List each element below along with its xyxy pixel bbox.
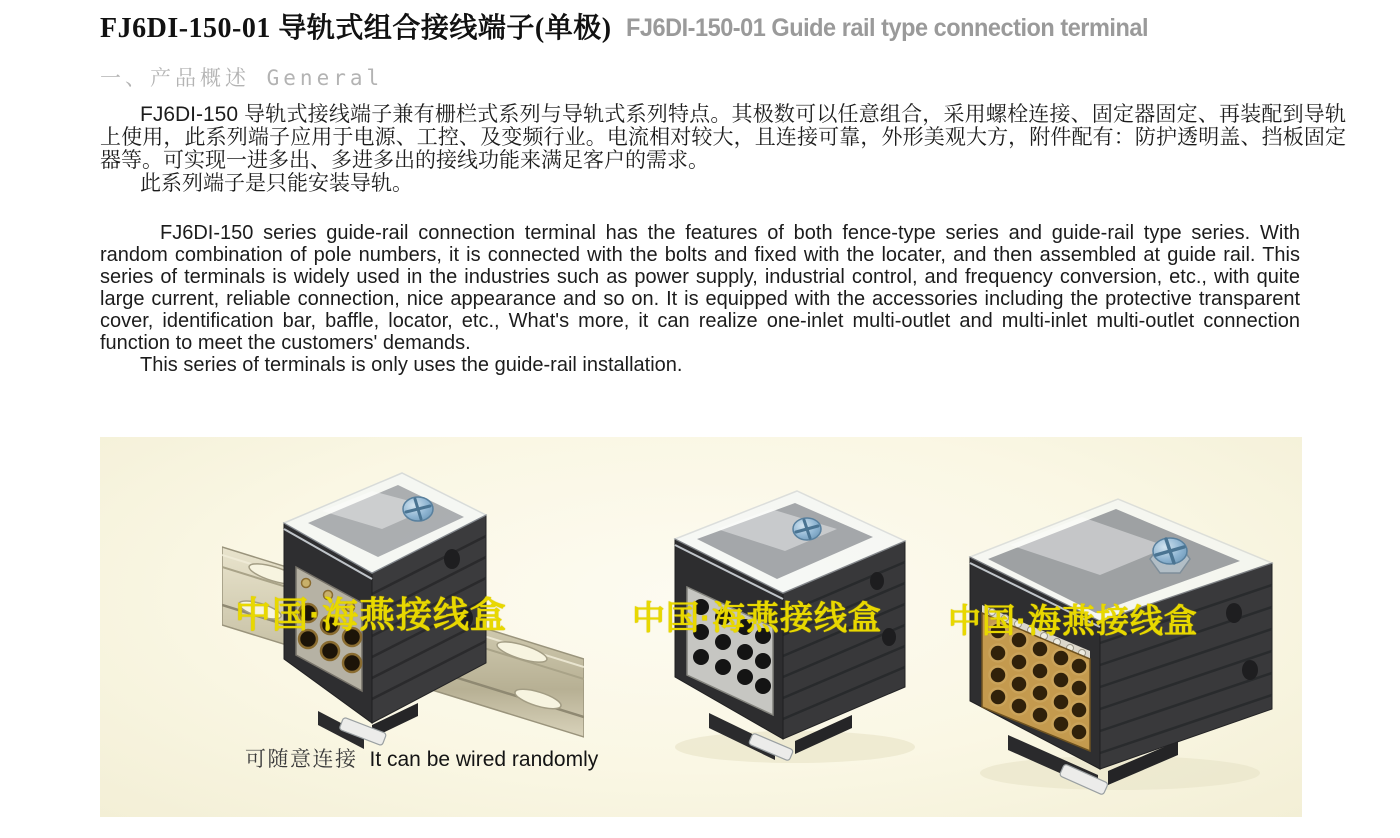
- terminal-block-3: [970, 499, 1272, 795]
- watermark-text-3: 中国·海燕接线盒: [948, 602, 1198, 639]
- photo-terminal-large: [948, 495, 1295, 797]
- screw-blue: [793, 518, 821, 540]
- zh-paragraph: FJ6DI-150 导轨式接线端子兼有栅栏式系列与导轨式系列特点。其极数可以任意组合，采用螺栓连接、固定器固定、再装配到导轨上使用，此系列端子应用于电源、工控、及变频行业。电流相对较大，且连接可靠，外形美观大方，附件配有：防护透明盖、挡板固定器等。可实现一进多出、多进多出的接线功能来满足客户的需求。: [100, 103, 1346, 172]
- page-title: [100, 6, 1181, 46]
- general-description-en: [100, 222, 1300, 376]
- en-paragraph: FJ6DI-150 series guide-rail connection terminal has the features of both fence-type series and guide-rail type series. With random combination of pole numbers, it is connected with the bolts and fixed with the locater, and then assembled at guide rail. This series of terminals is widely used in the industries such as power supply, industrial control, and frequency conversion, etc., with quite large current, reliable connection, nice appearance and so on. It is equipped with the accessories including the protective transparent cover, identification bar, baffle, locator, etc., What's more, it can realize one-inlet multi-outlet and multi-inlet multi-outlet connection function to meet the customers' demands.: [100, 222, 1300, 354]
- figure-caption: [245, 743, 598, 773]
- screw-blue: [403, 497, 433, 521]
- zh-note: 此系列端子是只能安装导轨。: [140, 172, 413, 195]
- watermark-text-2: 中国·海燕接线盒: [632, 599, 882, 636]
- screw-blue: [1150, 538, 1190, 573]
- page-title-zh: FJ6DI-150-01 导轨式组合接线端子(单极): [100, 13, 612, 44]
- en-note: This series of terminals is only uses the guide-rail installation.: [140, 354, 683, 376]
- general-description-zh: [100, 103, 1346, 195]
- figure-caption-zh: 可随意连接: [245, 748, 358, 771]
- page-title-en: FJ6DI-150-01 Guide rail type connection terminal: [625, 14, 1148, 42]
- watermark-text-1: 中国·海燕接线盒: [235, 594, 507, 635]
- section-heading-general: 一、产品概述 General: [100, 66, 384, 90]
- product-figure: [100, 437, 1302, 817]
- figure-caption-en: It can be wired randomly: [369, 748, 599, 771]
